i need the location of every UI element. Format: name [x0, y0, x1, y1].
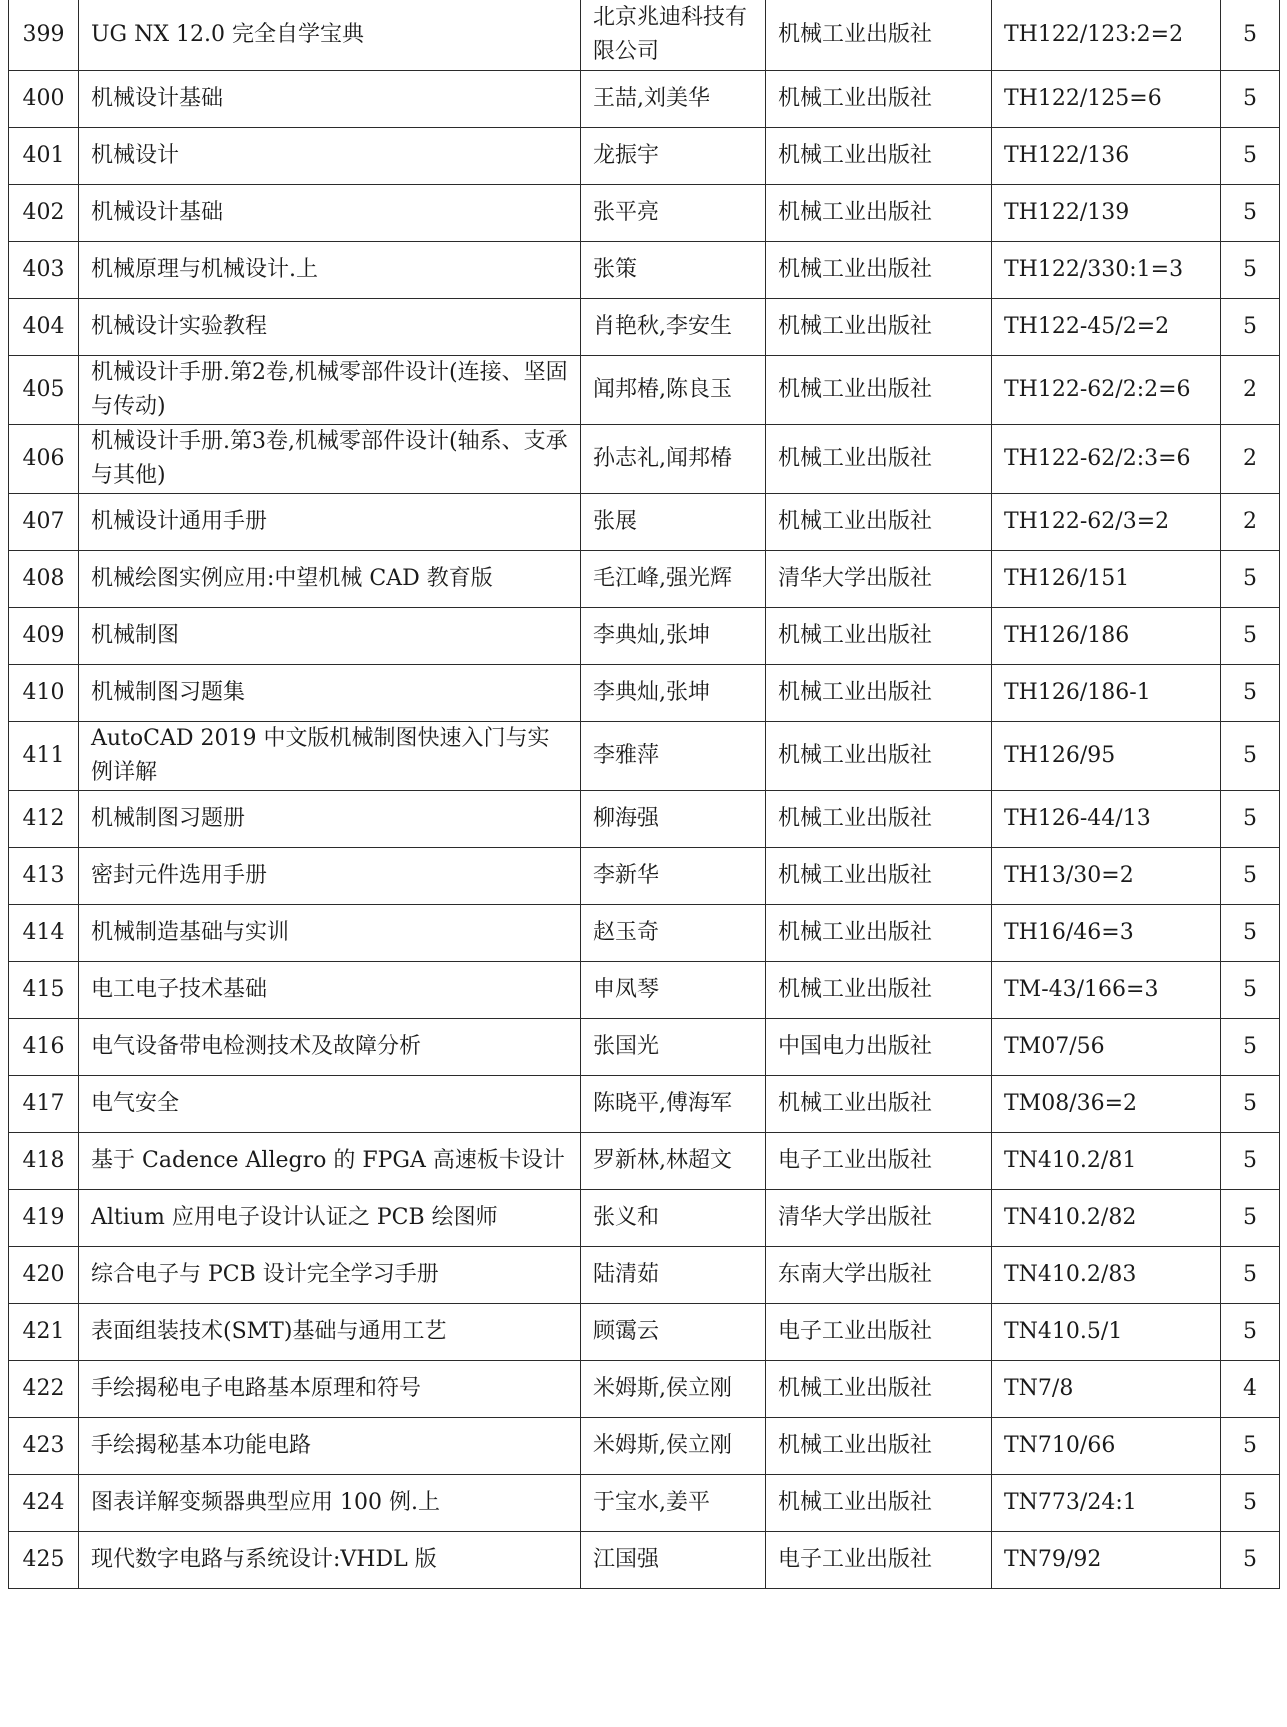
table-row [9, 1303, 1280, 1360]
table-row [9, 550, 1280, 607]
cell-title: 表面组装技术(SMT)基础与通用工艺 [79, 1303, 581, 1360]
cell-title: 电工电子技术基础 [79, 961, 581, 1018]
cell-publisher: 机械工业出版社 [766, 790, 992, 847]
cell-call-number: TN410.2/83 [992, 1246, 1221, 1303]
cell-author: 张策 [581, 241, 766, 298]
cell-call-number: TH122-45/2=2 [992, 298, 1221, 355]
table-row [9, 1531, 1280, 1588]
cell-author: 李新华 [581, 847, 766, 904]
cell-call-number: TH126/151 [992, 550, 1221, 607]
table-row [9, 1018, 1280, 1075]
cell-index: 403 [9, 241, 79, 298]
table-row [9, 721, 1280, 790]
table-row [9, 847, 1280, 904]
cell-quantity: 5 [1221, 184, 1280, 241]
cell-quantity: 5 [1221, 904, 1280, 961]
cell-quantity: 5 [1221, 721, 1280, 790]
cell-title: AutoCAD 2019 中文版机械制图快速入门与实例详解 [79, 721, 581, 790]
cell-title: 机械原理与机械设计.上 [79, 241, 581, 298]
cell-author: 申凤琴 [581, 961, 766, 1018]
cell-publisher: 机械工业出版社 [766, 493, 992, 550]
cell-index: 411 [9, 721, 79, 790]
table-row [9, 1360, 1280, 1417]
cell-author: 毛江峰,强光辉 [581, 550, 766, 607]
cell-title: 电气设备带电检测技术及故障分析 [79, 1018, 581, 1075]
cell-publisher: 清华大学出版社 [766, 1189, 992, 1246]
cell-index: 407 [9, 493, 79, 550]
cell-publisher: 电子工业出版社 [766, 1132, 992, 1189]
cell-index: 401 [9, 127, 79, 184]
cell-title: 机械设计基础 [79, 70, 581, 127]
cell-author: 龙振宇 [581, 127, 766, 184]
cell-call-number: TH122/330:1=3 [992, 241, 1221, 298]
table-row [9, 1075, 1280, 1132]
cell-publisher: 机械工业出版社 [766, 1417, 992, 1474]
cell-title: 机械制造基础与实训 [79, 904, 581, 961]
cell-title: 机械设计基础 [79, 184, 581, 241]
cell-index: 423 [9, 1417, 79, 1474]
table-row [9, 241, 1280, 298]
cell-author: 柳海强 [581, 790, 766, 847]
table-row [9, 664, 1280, 721]
cell-title: 机械制图习题集 [79, 664, 581, 721]
cell-quantity: 5 [1221, 1417, 1280, 1474]
cell-publisher: 机械工业出版社 [766, 0, 992, 70]
cell-title: 机械设计手册.第2卷,机械零部件设计(连接、坚固与传动) [79, 355, 581, 424]
cell-index: 420 [9, 1246, 79, 1303]
cell-call-number: TN410.2/82 [992, 1189, 1221, 1246]
cell-index: 413 [9, 847, 79, 904]
cell-call-number: TN410.2/81 [992, 1132, 1221, 1189]
cell-index: 416 [9, 1018, 79, 1075]
cell-index: 422 [9, 1360, 79, 1417]
cell-quantity: 5 [1221, 1303, 1280, 1360]
cell-title: 机械设计手册.第3卷,机械零部件设计(轴系、支承与其他) [79, 424, 581, 493]
cell-quantity: 5 [1221, 664, 1280, 721]
cell-author: 李典灿,张坤 [581, 664, 766, 721]
cell-author: 陆清茹 [581, 1246, 766, 1303]
cell-quantity: 2 [1221, 424, 1280, 493]
cell-title: 机械设计通用手册 [79, 493, 581, 550]
cell-publisher: 机械工业出版社 [766, 241, 992, 298]
cell-call-number: TM07/56 [992, 1018, 1221, 1075]
cell-call-number: TM-43/166=3 [992, 961, 1221, 1018]
table-body [9, 0, 1280, 1588]
cell-title: 机械设计实验教程 [79, 298, 581, 355]
cell-index: 402 [9, 184, 79, 241]
cell-index: 424 [9, 1474, 79, 1531]
cell-call-number: TH122/123:2=2 [992, 0, 1221, 70]
cell-author: 李雅萍 [581, 721, 766, 790]
cell-quantity: 5 [1221, 127, 1280, 184]
cell-title: 密封元件选用手册 [79, 847, 581, 904]
table-row [9, 184, 1280, 241]
cell-quantity: 5 [1221, 0, 1280, 70]
cell-index: 399 [9, 0, 79, 70]
table-row [9, 904, 1280, 961]
cell-title: 机械制图习题册 [79, 790, 581, 847]
cell-author: 李典灿,张坤 [581, 607, 766, 664]
cell-call-number: TN773/24:1 [992, 1474, 1221, 1531]
table-row [9, 1246, 1280, 1303]
cell-title: 机械制图 [79, 607, 581, 664]
table-row [9, 70, 1280, 127]
cell-index: 405 [9, 355, 79, 424]
cell-publisher: 电子工业出版社 [766, 1303, 992, 1360]
cell-publisher: 中国电力出版社 [766, 1018, 992, 1075]
cell-index: 418 [9, 1132, 79, 1189]
cell-publisher: 机械工业出版社 [766, 721, 992, 790]
cell-publisher: 机械工业出版社 [766, 424, 992, 493]
cell-author: 米姆斯,侯立刚 [581, 1360, 766, 1417]
cell-call-number: TH122/139 [992, 184, 1221, 241]
cell-publisher: 机械工业出版社 [766, 298, 992, 355]
book-list-table [8, 0, 1280, 1589]
cell-publisher: 机械工业出版社 [766, 904, 992, 961]
cell-call-number: TH122-62/2:2=6 [992, 355, 1221, 424]
cell-title: 现代数字电路与系统设计:VHDL 版 [79, 1531, 581, 1588]
cell-quantity: 5 [1221, 1189, 1280, 1246]
cell-call-number: TH122-62/3=2 [992, 493, 1221, 550]
cell-author: 闻邦椿,陈良玉 [581, 355, 766, 424]
table-row [9, 1417, 1280, 1474]
cell-author: 罗新林,林超文 [581, 1132, 766, 1189]
cell-author: 赵玉奇 [581, 904, 766, 961]
cell-index: 409 [9, 607, 79, 664]
cell-call-number: TN79/92 [992, 1531, 1221, 1588]
cell-quantity: 5 [1221, 847, 1280, 904]
cell-index: 414 [9, 904, 79, 961]
cell-index: 417 [9, 1075, 79, 1132]
cell-publisher: 机械工业出版社 [766, 1075, 992, 1132]
cell-author: 张平亮 [581, 184, 766, 241]
cell-quantity: 5 [1221, 790, 1280, 847]
cell-publisher: 机械工业出版社 [766, 127, 992, 184]
cell-title: 基于 Cadence Allegro 的 FPGA 高速板卡设计 [79, 1132, 581, 1189]
cell-quantity: 5 [1221, 961, 1280, 1018]
cell-call-number: TN410.5/1 [992, 1303, 1221, 1360]
cell-author: 王喆,刘美华 [581, 70, 766, 127]
cell-call-number: TH126/95 [992, 721, 1221, 790]
cell-title: 手绘揭秘基本功能电路 [79, 1417, 581, 1474]
cell-title: 综合电子与 PCB 设计完全学习手册 [79, 1246, 581, 1303]
cell-title: 手绘揭秘电子电路基本原理和符号 [79, 1360, 581, 1417]
cell-author: 江国强 [581, 1531, 766, 1588]
cell-index: 415 [9, 961, 79, 1018]
cell-call-number: TH122/125=6 [992, 70, 1221, 127]
cell-call-number: TN710/66 [992, 1417, 1221, 1474]
table-row [9, 424, 1280, 493]
table-row [9, 493, 1280, 550]
cell-index: 412 [9, 790, 79, 847]
cell-quantity: 2 [1221, 493, 1280, 550]
cell-call-number: TH16/46=3 [992, 904, 1221, 961]
cell-index: 400 [9, 70, 79, 127]
cell-call-number: TH13/30=2 [992, 847, 1221, 904]
cell-publisher: 电子工业出版社 [766, 1531, 992, 1588]
cell-quantity: 2 [1221, 355, 1280, 424]
table-row [9, 1132, 1280, 1189]
cell-title: 机械绘图实例应用:中望机械 CAD 教育版 [79, 550, 581, 607]
cell-quantity: 5 [1221, 1246, 1280, 1303]
cell-author: 陈晓平,傅海军 [581, 1075, 766, 1132]
table-row [9, 1189, 1280, 1246]
cell-call-number: TH126-44/13 [992, 790, 1221, 847]
cell-title: 图表详解变频器典型应用 100 例.上 [79, 1474, 581, 1531]
cell-publisher: 机械工业出版社 [766, 70, 992, 127]
cell-publisher: 机械工业出版社 [766, 1360, 992, 1417]
cell-quantity: 5 [1221, 607, 1280, 664]
cell-quantity: 5 [1221, 241, 1280, 298]
cell-author: 孙志礼,闻邦椿 [581, 424, 766, 493]
cell-author: 顾霭云 [581, 1303, 766, 1360]
cell-author: 北京兆迪科技有限公司 [581, 0, 766, 70]
cell-title: Altium 应用电子设计认证之 PCB 绘图师 [79, 1189, 581, 1246]
cell-call-number: TN7/8 [992, 1360, 1221, 1417]
cell-index: 406 [9, 424, 79, 493]
cell-publisher: 清华大学出版社 [766, 550, 992, 607]
cell-author: 张展 [581, 493, 766, 550]
cell-quantity: 4 [1221, 1360, 1280, 1417]
cell-publisher: 机械工业出版社 [766, 664, 992, 721]
cell-publisher: 机械工业出版社 [766, 847, 992, 904]
cell-title: 电气安全 [79, 1075, 581, 1132]
cell-quantity: 5 [1221, 550, 1280, 607]
cell-index: 419 [9, 1189, 79, 1246]
cell-quantity: 5 [1221, 1075, 1280, 1132]
cell-publisher: 机械工业出版社 [766, 184, 992, 241]
cell-author: 肖艳秋,李安生 [581, 298, 766, 355]
cell-author: 于宝水,姜平 [581, 1474, 766, 1531]
table-row [9, 790, 1280, 847]
cell-publisher: 机械工业出版社 [766, 607, 992, 664]
cell-title: UG NX 12.0 完全自学宝典 [79, 0, 581, 70]
cell-quantity: 5 [1221, 1018, 1280, 1075]
cell-index: 404 [9, 298, 79, 355]
cell-call-number: TH126/186 [992, 607, 1221, 664]
cell-publisher: 机械工业出版社 [766, 961, 992, 1018]
cell-index: 425 [9, 1531, 79, 1588]
cell-call-number: TH122/136 [992, 127, 1221, 184]
cell-quantity: 5 [1221, 1474, 1280, 1531]
cell-author: 米姆斯,侯立刚 [581, 1417, 766, 1474]
cell-author: 张义和 [581, 1189, 766, 1246]
cell-quantity: 5 [1221, 1132, 1280, 1189]
cell-index: 421 [9, 1303, 79, 1360]
table-row [9, 961, 1280, 1018]
cell-publisher: 东南大学出版社 [766, 1246, 992, 1303]
table-row [9, 607, 1280, 664]
cell-call-number: TM08/36=2 [992, 1075, 1221, 1132]
cell-quantity: 5 [1221, 70, 1280, 127]
table-row [9, 355, 1280, 424]
cell-title: 机械设计 [79, 127, 581, 184]
cell-call-number: TH122-62/2:3=6 [992, 424, 1221, 493]
cell-index: 408 [9, 550, 79, 607]
cell-index: 410 [9, 664, 79, 721]
table-row [9, 127, 1280, 184]
table-row [9, 0, 1280, 70]
cell-call-number: TH126/186-1 [992, 664, 1221, 721]
cell-quantity: 5 [1221, 1531, 1280, 1588]
cell-author: 张国光 [581, 1018, 766, 1075]
table-row [9, 1474, 1280, 1531]
cell-publisher: 机械工业出版社 [766, 1474, 992, 1531]
table-row [9, 298, 1280, 355]
cell-publisher: 机械工业出版社 [766, 355, 992, 424]
cell-quantity: 5 [1221, 298, 1280, 355]
